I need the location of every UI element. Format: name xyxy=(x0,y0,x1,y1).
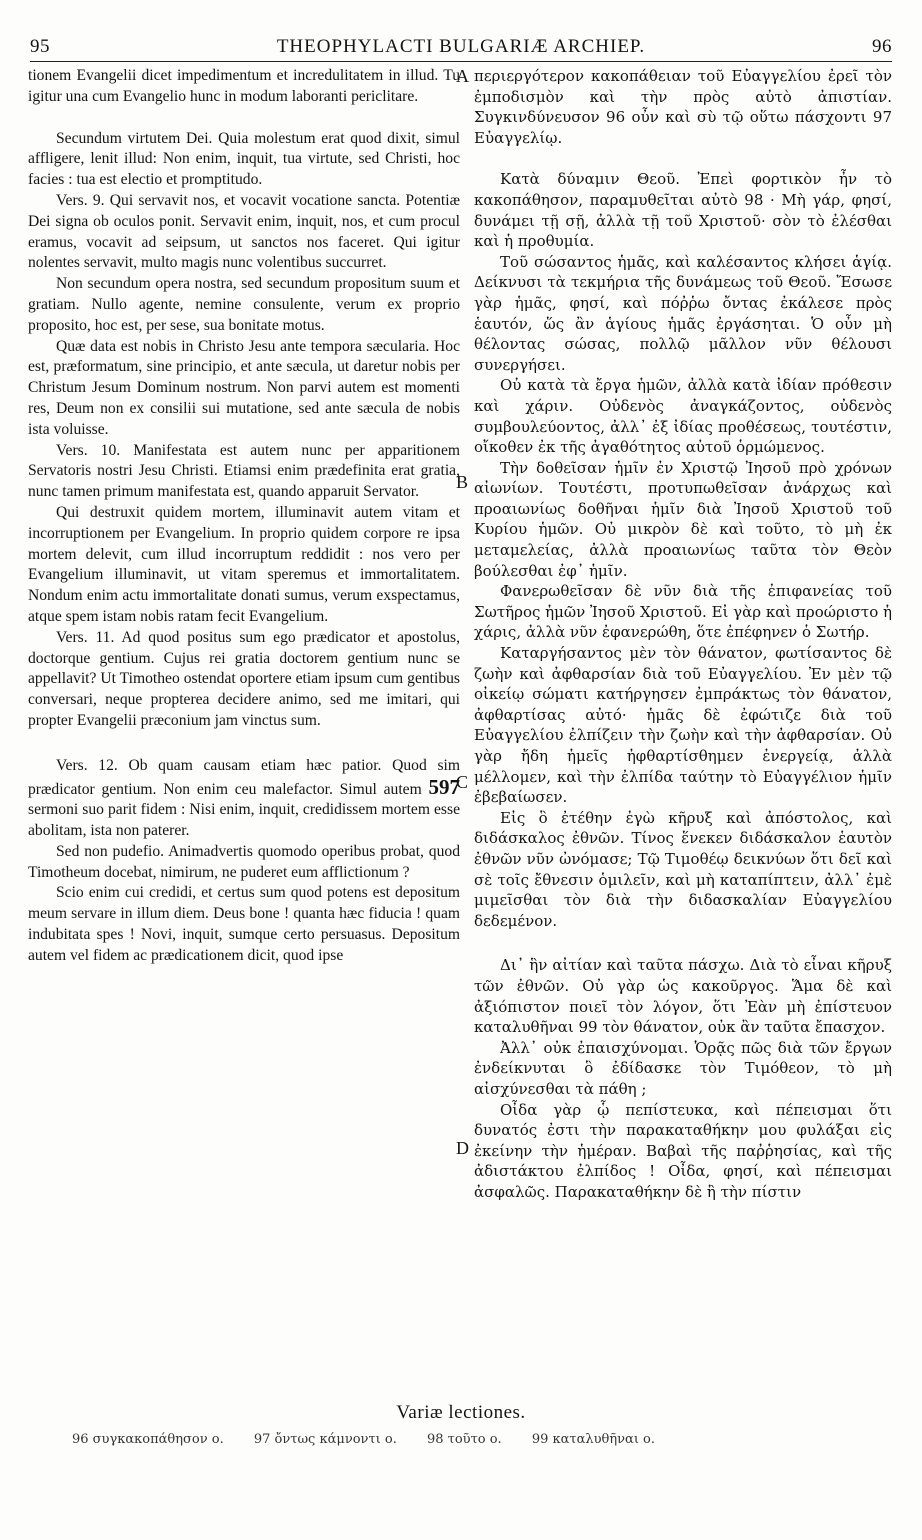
latin-paragraph: Secundum virtutem Dei. Quia molestum erat quod dixit, simul affligere, lenit illud: Non enim, inquit, tua virtute, sed Christi, hoc facies : tua est electio et promptitudo. xyxy=(28,129,460,189)
latin-paragraph xyxy=(28,756,460,842)
latin-text: Vers. 12. Ob quam causam etiam hæc patior. Quod sim prædicator gentium. Non enim ceu malefactor. Simul autem xyxy=(28,756,460,798)
greek-paragraph: Δι᾽ ἣν αἰτίαν καὶ ταῦτα πάσχω. Διὰ τὸ εἶναι κῆρυξ τῶν ἐθνῶν. Οὐ γὰρ ὡς κακοῦργος. Ἅμα δὲ καὶ ἀξιόπιστον ποιεῖ τὸν λόγον, ὅτι Ἐὰν μὴ ἐπίστευον καταλυθῆναι 99 τὸν θάνατον, οὐκ ἂν ταῦτα ἔπασχον. xyxy=(474,956,892,1037)
latin-paragraph: Vers. 10. Manifestata est autem nunc per apparitionem Servatoris nostri Jesu Christi. Etiamsi enim prædefinita erat gratia, nunc tamen primum manifestata est, quando apparuit Servator. xyxy=(28,441,460,501)
latin-paragraph: Vers. 9. Qui servavit nos, et vocavit vocatione sancta. Potentiæ Dei signa ob oculos ponit. Servavit enim, inquit, nos, et cum procul eramus, vocavit ad seipsum, ut sanctos nos faceret. Qui igitur nolentes servavit, multo magis nunc volentibus succurret. xyxy=(28,191,460,272)
variant-reading: 97 ὄντως κάμνοντι ο. xyxy=(253,1432,397,1447)
margin-marker-a: A xyxy=(456,66,469,86)
greek-paragraph: περιεργότερον κακοπάθειαν τοῦ Εὐαγγελίου ἐρεῖ τὸν ἐμποδισμὸν καὶ τὴν πρὸς αὐτὸ ἀπιστίαν. Συγκινδύνευσον 96 οὖν καὶ σὺ τῷ οὕτω πάσχοντι 97 Εὐαγγελίῳ. xyxy=(474,67,892,147)
variant-reading: 96 συγκακοπάθησον ο. xyxy=(72,1432,224,1447)
greek-paragraph: Ἀλλ᾽ οὐκ ἐπαισχύνομαι. Ὁρᾷς πῶς διὰ τῶν ἔργων ἐνδείκνυται ὃ ἐδίδασκε τὸν Τιμόθεον, τὸ μὴ αἰσχύνεσθαι τὰ πάθη ; xyxy=(474,1038,892,1098)
variant-reading: 99 καταλυθῆναι ο. xyxy=(531,1432,656,1447)
greek-paragraph: Κατὰ δύναμιν Θεοῦ. Ἐπεὶ φορτικὸν ἦν τὸ κακοπάθησον, παραμυθεῖται αὐτὸ 98 · Μὴ γάρ, φησί, δυνάμει τῇ σῇ, ἀλλὰ τῇ τοῦ Χριστοῦ· σὸν τὸ ἐλέσθαι καὶ ἡ προθυμία. xyxy=(474,170,892,251)
latin-paragraph: Non secundum opera nostra, sed secundum propositum suum et gratiam. Nullo agente, nemine consulente, verum ex proprio proposito, hoc est, per sese, sua bonitate motus. xyxy=(28,275,460,334)
margin-marker-c: C xyxy=(456,772,469,792)
greek-paragraph: Φανερωθεῖσαν δὲ νῦν διὰ τῆς ἐπιφανείας τοῦ Σωτῆρος ἡμῶν Ἰησοῦ Χριστοῦ. Εἰ γὰρ καὶ προώριστο ἡ χάρις, ἀλλὰ νῦν ἐφανερώθη, ὅτε ἐπέφηνεν ὁ Σωτήρ. xyxy=(474,582,892,642)
greek-column xyxy=(474,66,892,1202)
header-rule xyxy=(30,61,892,62)
greek-paragraph: Εἰς ὃ ἐτέθην ἐγὼ κῆρυξ καὶ ἀπόστολος, καὶ διδάσκαλος ἐθνῶν. Τίνος ἕνεκεν διδάσκαλον ἑαυτὸν ἐθνῶν νῦν ὠνόμασε; Τῷ Τιμοθέῳ δεικνύων ὅτι δεῖ καὶ σὲ τοῖς ἔθνεσιν ὁμιλεῖν, καὶ μὴ καταπίπτειν, ἀλλ᾽ ἐμὲ μιμεῖσθαι τὸν διὰ τὴν διδασκαλίαν Εὐαγγελίου δεδεμένον. xyxy=(474,808,892,930)
column-number: 597 xyxy=(428,774,460,799)
greek-paragraph: Οὐ κατὰ τὰ ἔργα ἡμῶν, ἀλλὰ κατὰ ἰδίαν πρόθεσιν καὶ χάριν. Οὐδενὸς ἀναγκάζοντος, οὐδενὸς συμβουλεύοντος, ἀλλ᾽ ἐξ ἰδίας προθέσεως, τουτέστιν, οἴκοθεν ἐκ τῆς ἀγαθότητος αὐτοῦ ὁρμώμενος. xyxy=(474,376,892,457)
latin-paragraph: Vers. 11. Ad quod positus sum ego prædicator et apostolus, doctorque gentium. Cujus rei gratia doctorem gentium nunc se appellavit? Ut Timotheo ostendat oportere etiam ipsum cum gentibus conversari, neque propterea decidere animo, sed me imitari, qui propter Evangelii præconium jam vinctus sum. xyxy=(28,628,460,729)
greek-paragraph: Τοῦ σώσαντος ἡμᾶς, καὶ καλέσαντος κλήσει ἁγίᾳ. Δείκνυσι τὰ τεκμήρια τῆς δυνάμεως τοῦ Θεοῦ. Ἔσωσε γὰρ ἡμᾶς, φησί, καὶ πόῤῥω ὄντας ἐκάλεσε πρὸς ἑαυτόν, ὥς ἂν ἁγίους ἡμᾶς ἐργάσηται. Ὁ οὖν μὴ θέλοντας σώσας, πολλῷ μᾶλλον νῦν θέλουσι συνεργήσει. xyxy=(474,252,892,374)
latin-text: sermoni suo parit fidem : Nisi enim, inquit, credidissem mortem esse abolitam, ista non paterer. xyxy=(28,801,460,840)
page-number-right: 96 xyxy=(872,36,892,57)
greek-paragraph: Καταργήσαντος μὲν τὸν θάνατον, φωτίσαντος δὲ ζωὴν καὶ ἀφθαρσίαν διὰ τοῦ Εὐαγγελίου. Ἐν μὲν τῷ οἰκείῳ σώματι κατήργησεν ἐμπράκτως τὸν θάνατον, ἀφθαρτίσας αὐτό· ἡμᾶς δὲ ἐφώτιζε διὰ τοῦ Εὐαγγελίου ἐλπίζειν τὴν ζωὴν καὶ τὴν ἀφθαρσίαν. Οὐ γὰρ ἤδη ἡμεῖς ἠφθαρτίσθημεν ἐνεργείᾳ, ἀλλὰ μέλλομεν, καὶ τὴν ἐλπίδα ταύτην τὸ Εὐαγγέλιον ἡμῖν ἐβεβαίωσεν. xyxy=(474,644,892,807)
page-number-left: 95 xyxy=(30,36,50,57)
latin-paragraph: Qui destruxit quidem mortem, illuminavit autem vitam et incorruptionem per Evangelium. In proprio quidem corpore re ipsa mortem delevit, cum illud incorruptum reddidit : nos vero per Evangelium illuminavit, ut vitam speremus et immortalitatem. Nondum enim actu immortalitate donati sumus, verum exspectamus, atque spem istam nobis ratam fecit Evangelium. xyxy=(28,503,460,625)
page-header xyxy=(30,36,892,64)
running-title: THEOPHYLACTI BULGARIÆ ARCHIEP. xyxy=(276,36,646,57)
latin-paragraph: Quæ data est nobis in Christo Jesu ante tempora sæcularia. Hoc est, præformatum, sine principio, et ante sæcula, ut daretur nobis per Christum Jesum Dominum nostrum. Non parvi autem est momenti res, Deum non ex consilii sui mutatione, sed ante sæcula de nobis ista voluisse. xyxy=(28,337,460,438)
variae-lectiones-title: Variæ lectiones. xyxy=(396,1402,526,1423)
variant-readings xyxy=(72,1432,882,1447)
variant-reading: 98 τοῦτο ο. xyxy=(426,1432,502,1447)
margin-marker-d: D xyxy=(456,1138,469,1158)
greek-paragraph: Τὴν δοθεῖσαν ἡμῖν ἐν Χριστῷ Ἰησοῦ πρὸ χρόνων αἰωνίων. Τουτέστι, προτυπωθεῖσαν ἀνάρχως καὶ προαιωνίως δοθῆναι ἡμῖν διὰ Ἰησοῦ Χριστοῦ τοῦ Κυρίου ἡμῶν. Οὐ μικρὸν δὲ καὶ τοῦτο, τὸ μὴ ἐκ μεταμελείας, ἀλλὰ προαιωνίως ταῦτα τὸν Θεὸν βούλεσθαι ἐφ᾽ ἡμῖν. xyxy=(474,458,892,580)
latin-paragraph: tionem Evangelii dicet impedimentum et incredulitatem in illud. Tu igitur una cum Evangelio hunc in modum laboranti periclitare. xyxy=(28,67,460,105)
margin-marker-b: B xyxy=(456,472,469,492)
latin-column xyxy=(28,66,460,967)
greek-paragraph: Οἶδα γὰρ ᾧ πεπίστευκα, καὶ πέπεισμαι ὅτι δυνατός ἐστι τὴν παρακαταθήκην μου φυλάξαι εἰς ἐκείνην τὴν ἡμέραν. Βαβαὶ τῆς παῤῥησίας, καὶ τῆς ἀδιστάκτου ἐλπίδος ! Οἶδα, φησί, καὶ πέπεισμαι ἀσφαλῶς. Παρακαταθήκην δὲ ἢ τὴν πίστιν xyxy=(474,1100,892,1201)
latin-paragraph: Sed non pudefio. Animadvertis quomodo operibus probat, quod Timotheum docebat, nimirum, ne puderet eum afflictionum ? xyxy=(28,842,460,881)
latin-paragraph: Scio enim cui credidi, et certus sum quod potens est depositum meum servare in illum diem. Deus bone ! quanta hæc fiducia ! quam indubitata spes ! Novi, inquit, sumque certo persuasus. Depositum autem vel fidem ac prædicationem dicit, quod ipse xyxy=(28,884,460,964)
